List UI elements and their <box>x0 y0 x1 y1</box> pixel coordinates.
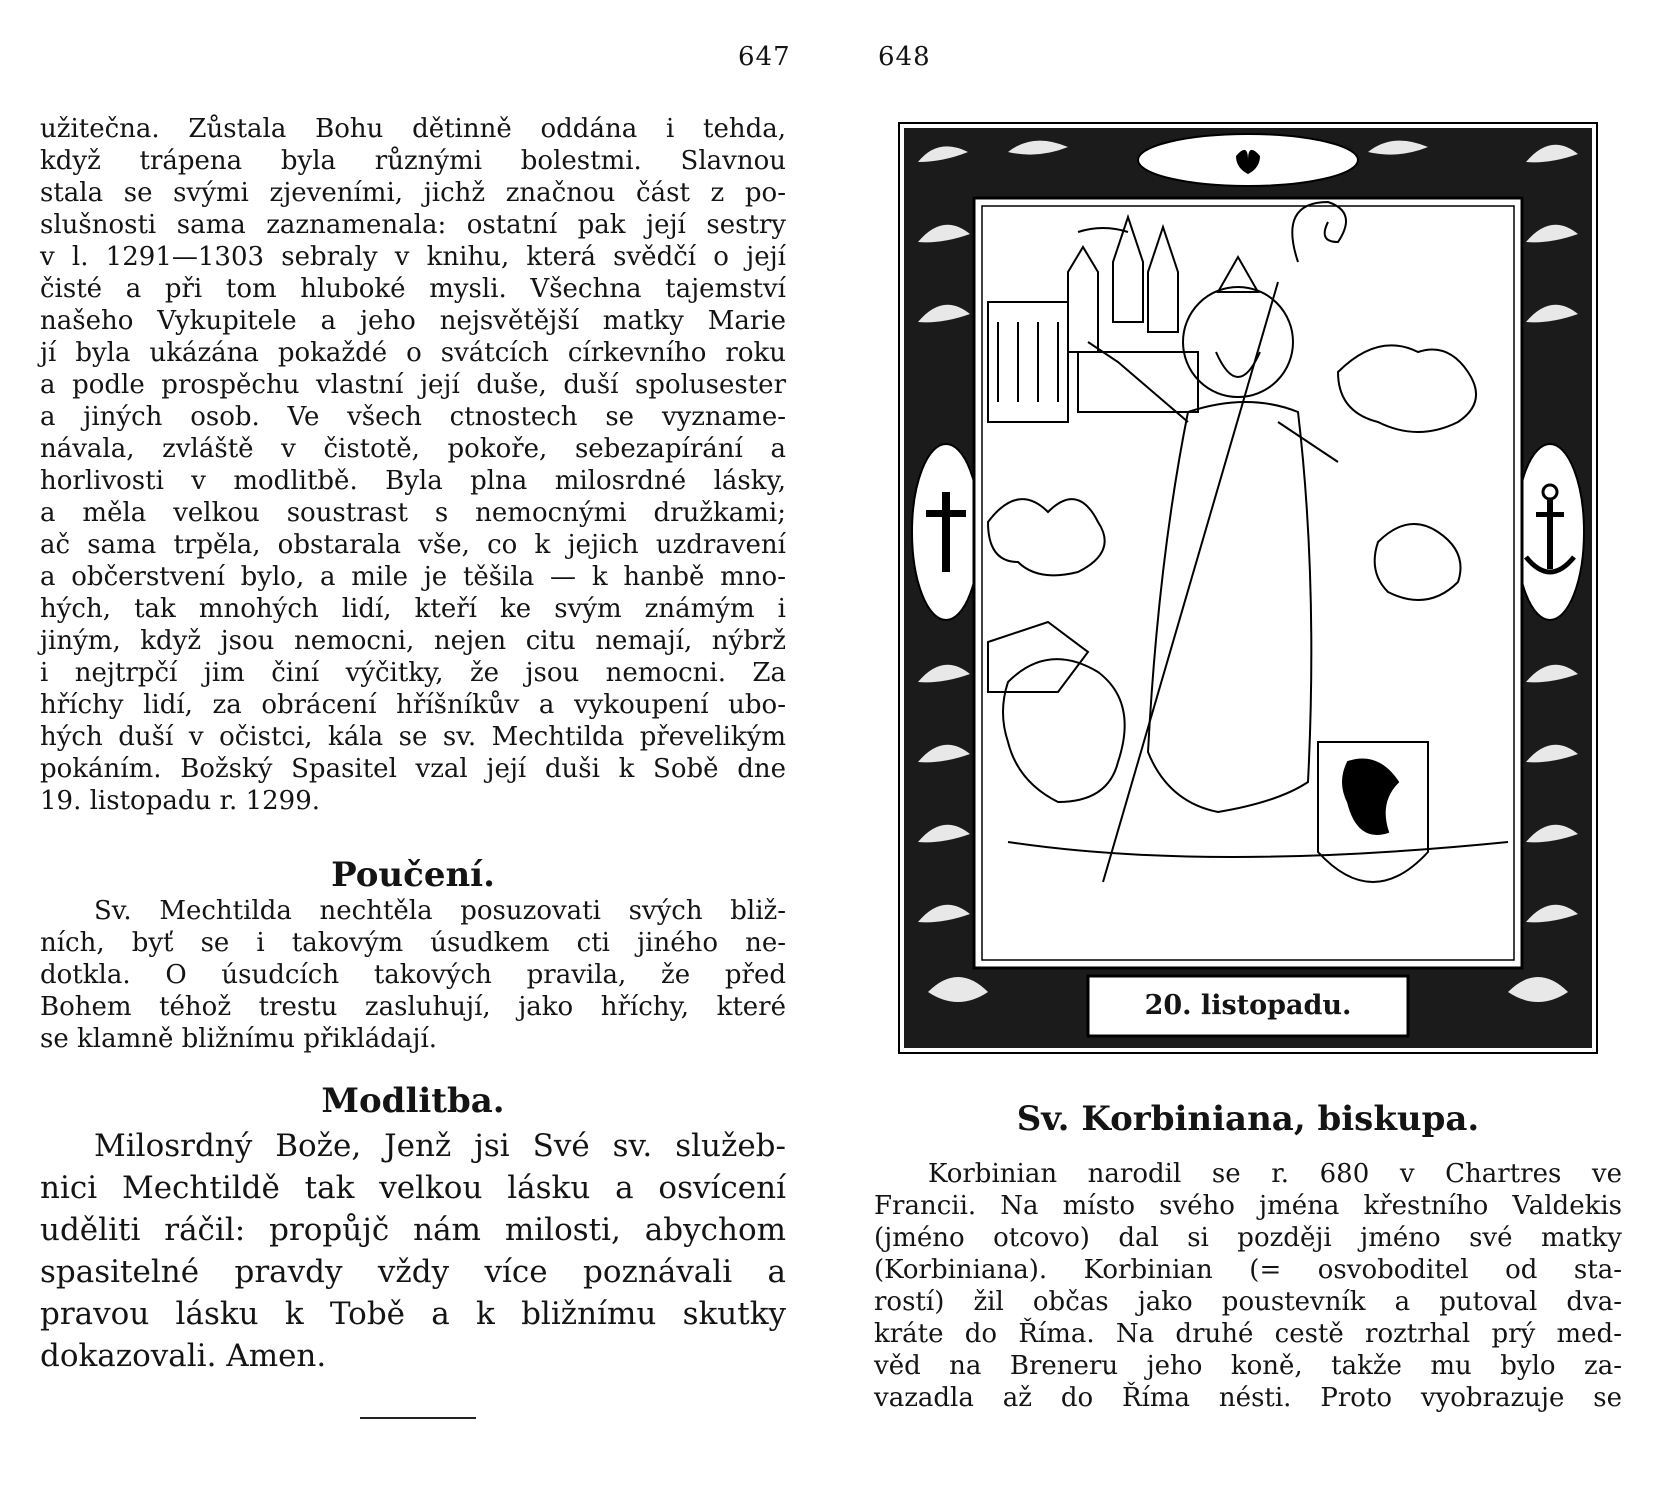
poucheni-text <box>40 895 786 1055</box>
text-line: Francii. Na místo svého jména křestního Valdekis <box>874 1191 1622 1221</box>
section-divider <box>360 1417 476 1419</box>
text-line: hříchy lidí, za obrácení hříšníkův a vykoupení ubo- <box>40 690 786 720</box>
text-line: 19. listopadu r. 1299. <box>40 786 321 816</box>
text-line: i nejtrpčí jim činí výčitky, že jsou nemocni. Za <box>40 658 786 688</box>
text-line: jí byla ukázána pokaždé o svátcích církevního roku <box>40 338 786 368</box>
text-line: a občerstvení bylo, a mile je těšila — k hanbě mno- <box>40 562 786 592</box>
text-line: pravou lásku k Tobě a k bližnímu skutky <box>40 1296 786 1332</box>
text-line: uděliti ráčil: propůjč nám milosti, abychom <box>40 1212 786 1248</box>
text-line: dotkla. O úsudcích takových pravila, že před <box>40 960 786 990</box>
text-line: Milosrdný Bože, Jenž jsi Své sv. služeb- <box>94 1128 786 1164</box>
text-line: v l. 1291—1303 sebraly v knihu, která svědčí o její <box>40 242 786 272</box>
saint-title-heading: Sv. Korbiniana, biskupa. <box>1016 1099 1480 1139</box>
text-line: pokáním. Božský Spasitel vzal její duši k Sobě dne <box>40 754 786 784</box>
text-line: hých, tak mnohých lidí, kteří ke svým známým i <box>40 594 786 624</box>
text-line: spasitelné pravdy vždy více poznávali a <box>40 1254 786 1290</box>
text-line: nici Mechtildě tak velkou lásku a osvícení <box>40 1170 786 1206</box>
text-line: dokazovali. Amen. <box>40 1338 327 1374</box>
text-line: a podle prospěchu vlastní její duše, duší spolusester <box>40 370 786 400</box>
text-line: horlivosti v modlitbě. Byla plna milosrdné lásky, <box>40 466 786 496</box>
saint-illustration-plate <box>898 122 1598 1054</box>
text-line: když trápena byla různými bolestmi. Slavnou <box>40 146 786 176</box>
text-line: Sv. Mechtilda nechtěla posuzovati svých bliž- <box>94 896 786 926</box>
text-line: a jiných osob. Ve všech ctnostech se vyzname- <box>40 402 786 432</box>
text-line: návala, zvláště v čistotě, pokoře, sebezapírání a <box>40 434 786 464</box>
text-line: Bohem téhož trestu zasluhují, jako hříchy, které <box>40 992 786 1022</box>
text-line: a měla velkou soustrast s nemocnými družkami; <box>40 498 786 528</box>
text-line: čisté a při tom hluboké mysli. Všechna tajemství <box>40 274 786 304</box>
text-line: ních, byť se i takovým úsudkem cti jiného ne- <box>40 928 786 958</box>
text-line: hých duší v očistci, kála se sv. Mechtilda převelikým <box>40 722 786 752</box>
text-line: vazadla až do Říma nésti. Proto vyobrazuje se <box>874 1383 1622 1413</box>
text-line: Korbinian narodil se r. 680 v Chartres ve <box>928 1159 1622 1189</box>
text-line: věd na Breneru jeho koně, takže mu bylo za- <box>874 1351 1622 1381</box>
text-line: se klamně bližnímu přikládají. <box>40 1024 438 1054</box>
text-line: užitečna. Zůstala Bohu dětinně oddána i tehda, <box>40 114 786 144</box>
text-line: jiným, když jsou nemocni, nejen citu nemají, nýbrž <box>40 626 786 656</box>
page-number-left: 647 <box>738 42 791 72</box>
poucheni-heading: Poučení. <box>331 855 495 895</box>
text-line: ač sama trpěla, obstarala vše, co k jejich uzdravení <box>40 530 786 560</box>
left-page-column <box>40 113 786 1377</box>
left-body-text <box>40 113 786 817</box>
modlitba-heading: Modlitba. <box>321 1081 505 1121</box>
text-line: (Korbiniana). Korbinian (= osvoboditel od sta- <box>874 1255 1622 1285</box>
text-line: stala se svými zjeveními, jichž značnou část z po- <box>40 178 786 208</box>
text-line: rostí) žil občas jako poustevník a putoval dva- <box>874 1287 1622 1317</box>
right-page-column <box>874 1158 1622 1414</box>
illustration-caption: 20. listopadu. <box>1144 990 1352 1021</box>
text-line: slušnosti sama zaznamenala: ostatní pak její sestry <box>40 210 786 240</box>
page-number-right: 648 <box>878 42 931 72</box>
text-line: našeho Vykupitele a jeho nejsvětější matky Marie <box>40 306 786 336</box>
illustration-drawing <box>898 122 1598 1054</box>
modlitba-text <box>40 1125 786 1377</box>
text-line: (jméno otcovo) dal si později jméno své matky <box>874 1223 1622 1253</box>
text-line: kráte do Říma. Na druhé cestě roztrhal prý med- <box>874 1319 1622 1349</box>
